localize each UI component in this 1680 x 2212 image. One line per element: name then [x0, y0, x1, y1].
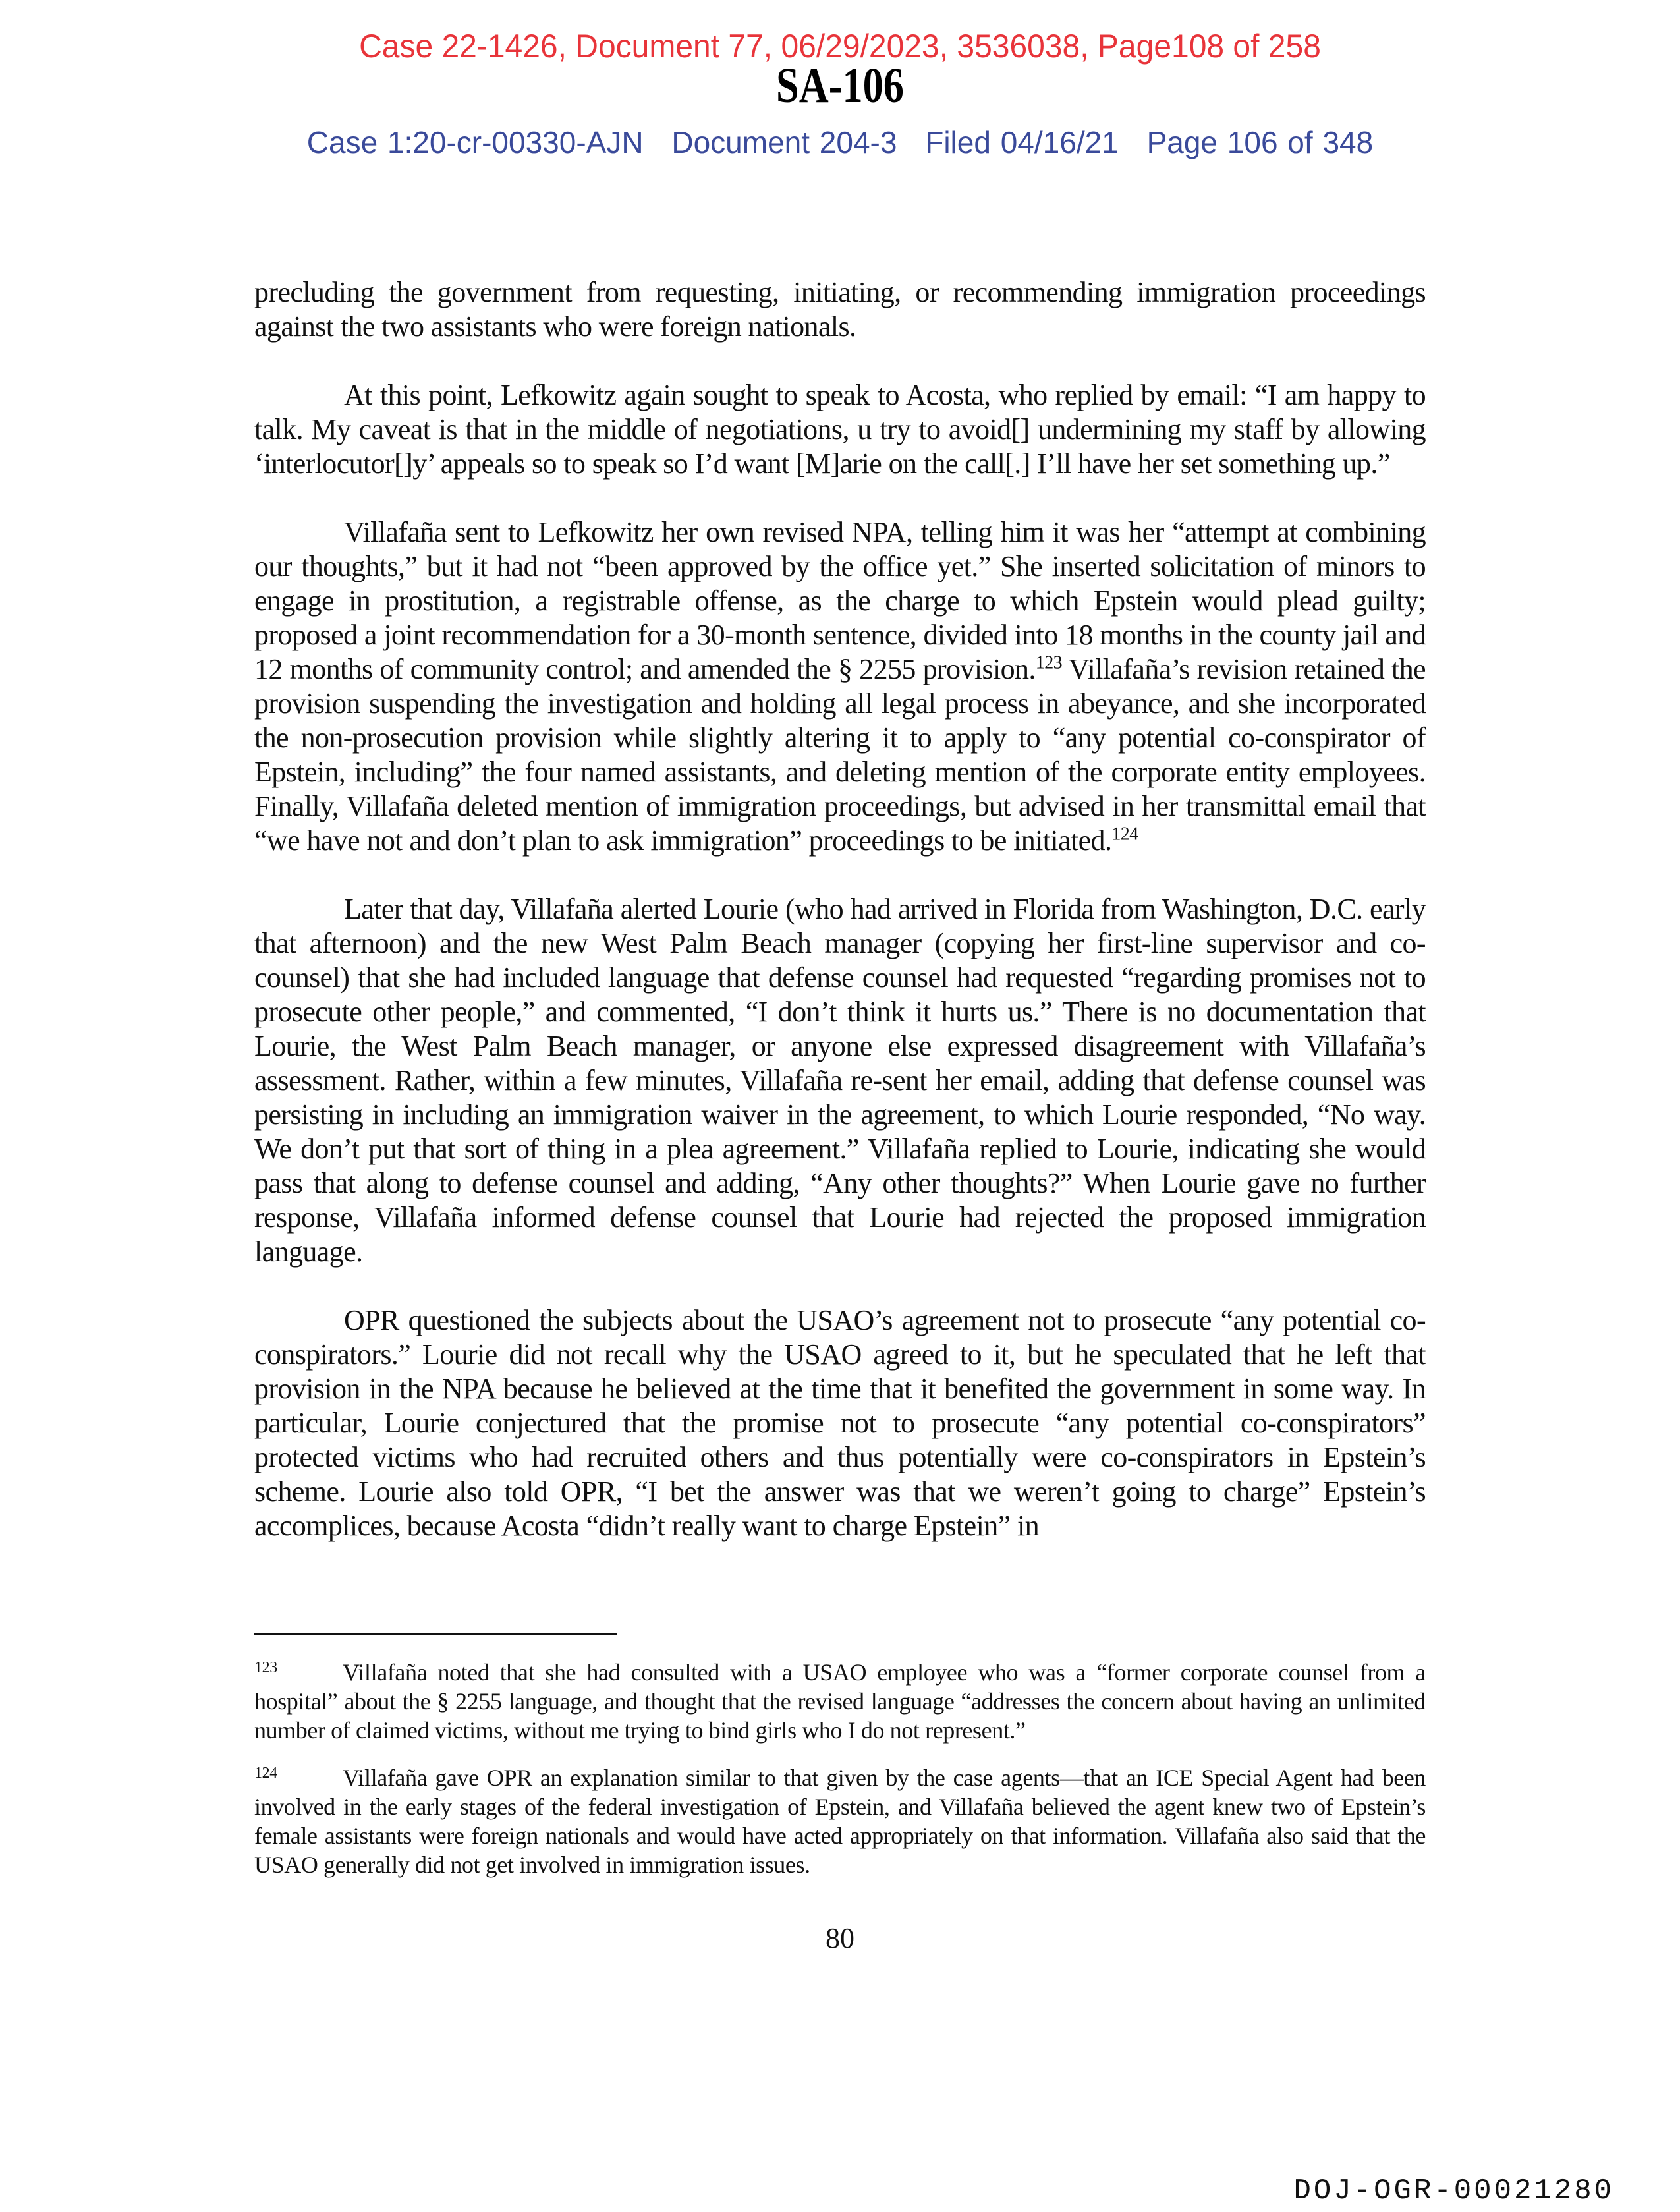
paragraph-acosta-email: At this point, Lefkowitz again sought to speak to Acosta, who replied by email: “I am happy to talk. My caveat is that in the middle of negotiations, u try to avoid[] undermining my staff by allowing ‘interlocutor[]y’ appeals so to speak so I’d want [M]arie on the call[.] I’ll have her set something up.”: [254, 379, 1426, 480]
paragraph-continued: precluding the government from requesting, initiating, or recommending immigration proceedings against the two assistants who were foreign nationals.: [254, 276, 1426, 343]
footnote-number: 123: [254, 1659, 277, 1676]
footnote-divider: [254, 1633, 617, 1635]
footnote-ref-124[interactable]: 124: [1111, 824, 1138, 845]
paragraph-revised-npa-part-b: Villafaña’s revision retained the provision suspending the investigation and holding all legal process in abeyance, and she incorporated the non-prosecution provision while slightly altering it to apply to “any potential co-conspirator of Epstein, including” the four named assistants, and deleting mention of the corporate entity employees. Finally, Villafaña deleted mention of immigration proceedings, but advised in her transmittal email that “we have not and don’t plan to ask immigration” proceedings to be initiated.: [254, 653, 1426, 857]
footnote-number: 124: [254, 1765, 277, 1782]
footnotes: [254, 1658, 1426, 1898]
footnote-ref-123[interactable]: 123: [1035, 652, 1062, 673]
footnote-124: [254, 1763, 1426, 1879]
paragraph-lourie-alert: Later that day, Villafaña alerted Lourie (who had arrived in Florida from Washington, D.C. early that afternoon) and the new West Palm Beach manager (copying her first-line supervisor and co-counsel) that she had included language that defense counsel had requested “regarding promises not to prosecute other people,” and commented, “I don’t think it hurts us.” There is no documentation that Lourie, the West Palm Beach manager, or anyone else expressed disagreement with Villafaña’s assessment. Rather, within a few minutes, Villafaña re-sent her email, adding that defense counsel was persisting in including an immigration waiver in the agreement, to which Lourie responded, “No way. We don’t put that sort of thing in a plea agreement.” Villafaña replied to Lourie, indicating she would pass that along to defense counsel and adding, “Any other thoughts?” When Lourie gave no further response, Villafaña informed defense counsel that Lourie had rejected the proposed immigration language.: [254, 893, 1426, 1268]
district-page-count: Page 106 of 348: [1146, 125, 1374, 159]
district-filed-date: Filed 04/16/21: [925, 125, 1119, 159]
footnote-123: [254, 1658, 1426, 1745]
paragraph-opr-questioned: OPR questioned the subjects about the USAO’s agreement not to prosecute “any potential co-conspirators.” Lourie did not recall why the USAO agreed to it, but he speculated that he left that provision in the NPA because he believed at the time that it benefited the government in some way. In particular, Lourie conjectured that the promise not to prosecute “any potential co-conspirators” protected victims who had recruited others and thus potentially were co-conspirators in Epstein’s scheme. Lourie also told OPR, “I bet the answer was that we weren’t going to charge” Epstein’s accomplices, because Acosta “didn’t really want to charge Epstein” in: [254, 1304, 1426, 1542]
district-case-stamp: [0, 124, 1680, 161]
paragraph-revised-npa: [254, 515, 1426, 858]
footnote-text: Villafaña noted that she had consulted with a USAO employee who was a “former corporate counsel from a hospital” about the § 2255 language, and thought that the revised language “addresses the concern about having an unlimited number of claimed victims, without me trying to bind girls who I do not represent.”: [254, 1659, 1426, 1744]
appellate-case-stamp: Case 22-1426, Document 77, 06/29/2023, 3536038, Page108 of 258: [359, 28, 1321, 65]
page-number: 80: [826, 1922, 854, 1954]
district-case-number: Case 1:20-cr-00330-AJN: [306, 125, 644, 159]
paragraph-revised-npa-part-a: Villafaña sent to Lefkowitz her own revised NPA, telling him it was her “attempt at combining our thoughts,” but it had not “been approved by the office yet.” She inserted solicitation of minors to engage in prostitution, a registrable offense, as the charge to which Epstein would plead guilty; proposed a joint recommendation for a 30-month sentence, divided into 18 months in the county jail and 12 months of community control; and amended the § 2255 provision.: [254, 516, 1426, 685]
document-body: [254, 275, 1426, 1577]
footnote-text: Villafaña gave OPR an explanation similar to that given by the case agents—that an ICE Special Agent had been involved in the early stages of the federal investigation of Epstein, and Villafaña believed the agent knew two of Epstein’s female assistants were foreign nationals and would have acted appropriately on that information. Villafaña also said that the USAO generally did not get involved in immigration issues.: [254, 1765, 1426, 1878]
district-document-number: Document 204-3: [671, 125, 897, 159]
bates-number: DOJ-OGR-00021280: [1293, 2174, 1614, 2207]
appendix-page-label: SA-106: [776, 58, 904, 113]
